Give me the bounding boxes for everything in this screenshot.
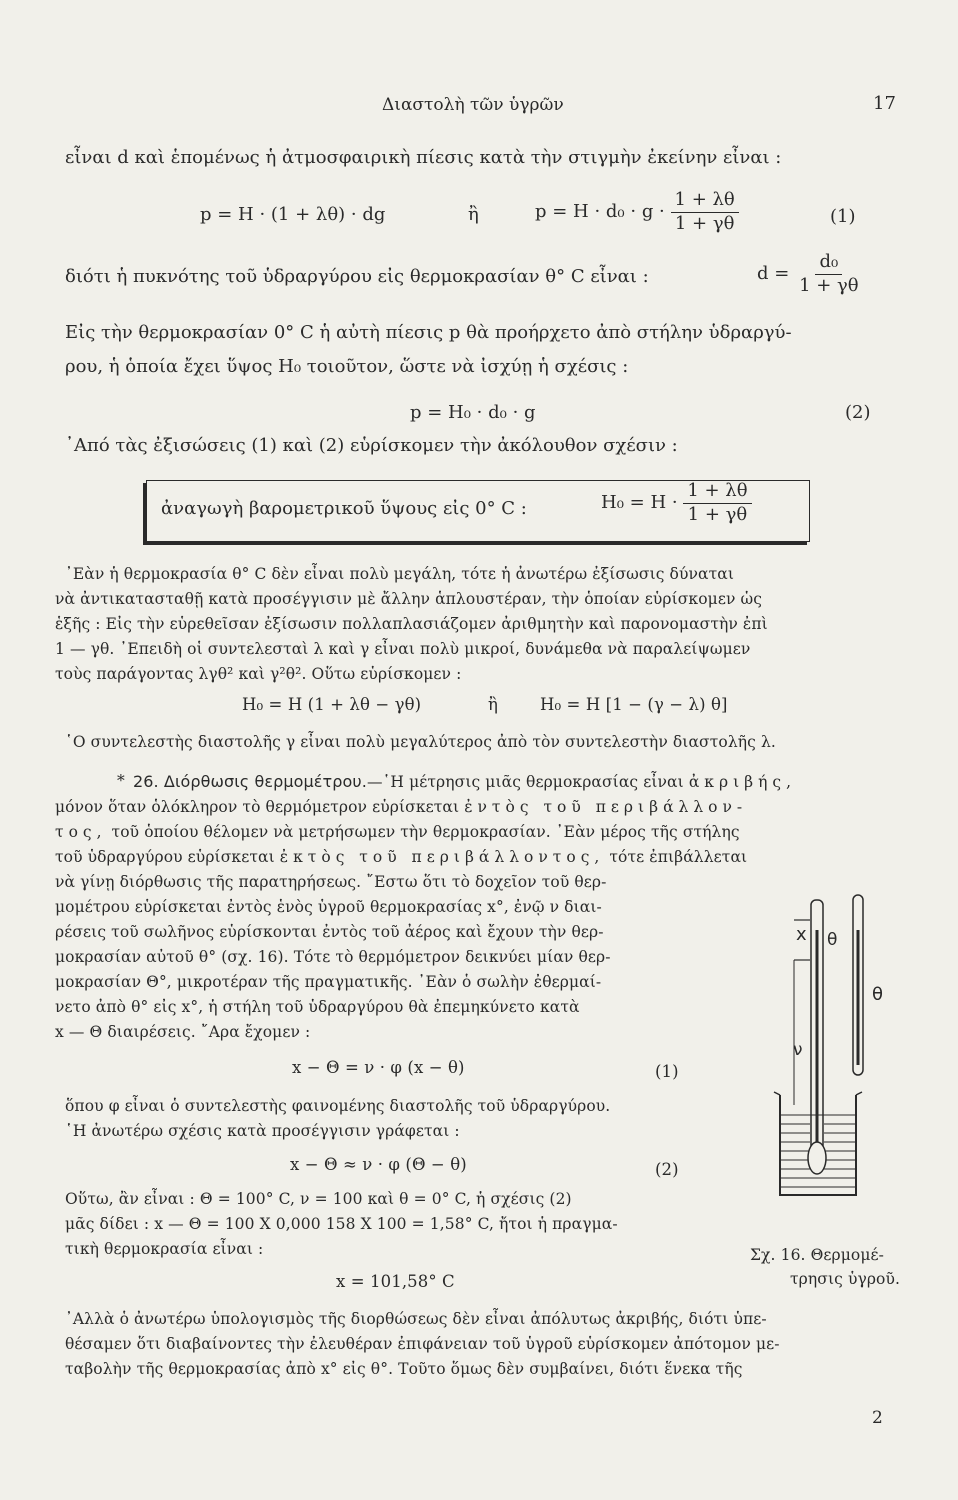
text-line: ᾿Αλλὰ ὁ ἀνωτέρω ὑπολογισμὸς τῆς διορθώσεως δὲν εἶναι ἀπόλυτως ἀκριβής, διότι ὑπε- (65, 1310, 767, 1328)
text-line: ὅπου φ εἶναι ὁ συντελεστὴς φαινομένης διαστολῆς τοῦ ὑδραργύρου. (65, 1097, 611, 1115)
text-line: ῾Η ἀνωτέρω σχέσις κατὰ προσέγγισιν γράφεται : (65, 1122, 460, 1140)
running-title: Διαστολὴ τῶν ὑγρῶν (382, 95, 564, 115)
text-line: x — Θ διαιρέσεις. ῎Αρα ἔχομεν : (55, 1023, 311, 1041)
figure-caption-line1: Σχ. 16. Θερμομέ- (750, 1246, 884, 1264)
thermometer-bulb (808, 1142, 826, 1174)
signature-number: 2 (872, 1408, 883, 1428)
text-line: μοκρασίαν Θ°, μικροτέραν τῆς πραγματικῆς. ᾿Εὰν ὁ σωλὴν ἐθερμαί- (55, 973, 602, 991)
equation-1-right: p = H · d₀ · g · $\frac{1 + \lambda\theta}{1 + \gamma\theta}$ (535, 190, 739, 234)
text-line: νὰ ἀντικατασταθῇ κατὰ προσέγγισιν μὲ ἄλλην ἁπλουστέραν, τὴν ὁποίαν εὑρίσκομεν ὡς (55, 590, 763, 608)
section-star: * (117, 772, 125, 790)
density-equation: d = $\frac{\text{d₀}}{1 + \gamma\theta}$ (757, 252, 863, 296)
equation-26-1: x − Θ = ν · φ (x − θ) (292, 1058, 465, 1077)
text-line: μοκρασίαν αὐτοῦ θ° (σχ. 16). Τότε τὸ θερμόμετρον δεικνύει μίαν θερ- (55, 948, 611, 966)
text-line: μᾶς δίδει : x — Θ = 100 X 0,000 158 X 100 = 1,58° C, ἤτοι ἡ πραγμα- (65, 1215, 618, 1233)
boxed-equation: H₀ = H · $\frac{1 + \lambda\theta}{1 + \gamma\theta}$ (601, 481, 752, 525)
text-line: τικὴ θερμοκρασία εἶναι : (65, 1240, 264, 1258)
fraction: $\frac{1 + \lambda\theta}{1 + \gamma\theta}$ (671, 190, 739, 234)
label-theta-big: θ (872, 984, 884, 1005)
equation-approx-a: H₀ = H (1 + λθ − γθ) (242, 695, 422, 714)
equation-1-or: ἢ (468, 204, 479, 225)
equation-26-2: x − Θ ≈ ν · φ (Θ − θ) (290, 1155, 467, 1174)
boxed-label: ἀναγωγὴ βαρομετρικοῦ ὕψους εἰς 0° C : (161, 498, 527, 519)
text-line: νετο ἀπὸ θ° εἰς x°, ἡ στήλη τοῦ ὑδραργύρου θὰ ἐπεμηκύνετο κατὰ (55, 998, 580, 1016)
boxed-formula (146, 480, 810, 542)
text-line: ρέσεις τοῦ σωλῆνος εὑρίσκονται ἐντὸς τοῦ ἀέρος καὶ ἔχουν τὴν θερ- (55, 923, 604, 941)
label-v: ν (793, 1040, 803, 1060)
text-line: Εἰς τὴν θερμοκρασίαν 0° C ἡ αὐτὴ πίεσις p θὰ προήρχετο ἀπὸ στήλην ὑδραργύ- (65, 322, 792, 343)
fraction: $\frac{1 + \lambda\theta}{1 + \gamma\theta}$ (683, 481, 751, 525)
text-line: ᾿Εὰν ἡ θερμοκρασία θ° C δὲν εἶναι πολὺ μεγάλη, τότε ἡ ἀνωτέρω ἐξίσωσις δύναται (65, 565, 735, 583)
text-line: θέσαμεν ὅτι διαβαίνοντες τὴν ἐλευθέραν ἐπιφάνειαν τοῦ ὑγροῦ εὑρίσκομεν ἀπότομον με- (65, 1335, 780, 1353)
fraction: $\frac{\text{d₀}}{1 + \gamma\theta}$ (799, 251, 859, 296)
text-line: διότι ἡ πυκνότης τοῦ ὑδραργύρου εἰς θερμοκρασίαν θ° C εἶναι : (65, 266, 649, 287)
text-line: ῾Ο συντελεστὴς διαστολῆς γ εἶναι πολὺ μεγαλύτερος ἀπὸ τὸν συντελεστὴν διαστολῆς λ. (65, 733, 776, 751)
text-line: 1 — γθ. ᾿Επειδὴ οἱ συντελεσταὶ λ καὶ γ εἶναι πολὺ μικροί, δυνάμεθα νὰ παραλείψωμεν (55, 640, 751, 658)
equation-approx-b: H₀ = H [1 − (γ − λ) θ] (540, 695, 728, 714)
equation-2-label: (2) (845, 402, 871, 423)
equation-approx-or: ἢ (488, 695, 498, 714)
equation-26-1-label: (1) (655, 1062, 679, 1081)
equation-2: p = H₀ · d₀ · g (410, 402, 536, 423)
text-line: τοὺς παράγοντας λγθ² καὶ γ²θ². Οὕτω εὑρίσκομεν : (55, 665, 462, 683)
label-theta-small: θ (827, 930, 838, 950)
text-line: μόνον ὅταν ὁλόκληρον τὸ θερμόμετρον εὑρίσκεται ἐντὸς τοῦ περιβάλλον- (55, 798, 748, 816)
thermometer-figure (760, 890, 930, 1240)
text-line: Οὕτω, ἂν εἶναι : Θ = 100° C, ν = 100 καὶ θ = 0° C, ἡ σχέσις (2) (65, 1190, 572, 1208)
label-x: x (796, 924, 807, 945)
figure-caption-line2: τρησις ὑγροῦ. (790, 1270, 901, 1288)
text-line: τοῦ ὑδραργύρου εὑρίσκεται ἐκτὸς τοῦ περιβάλλοντος, τότε ἐπιβάλλεται (55, 848, 748, 866)
text-line: ᾿Από τὰς ἐξισώσεις (1) καὶ (2) εὑρίσκομεν τὴν ἀκόλουθον σχέσιν : (65, 435, 678, 456)
text-line: νὰ γίνῃ διόρθωσις τῆς παρατηρήσεως. ῎Εστω ὅτι τὸ δοχεῖον τοῦ θερ- (55, 873, 607, 891)
equation-26-2-label: (2) (655, 1160, 679, 1179)
page-number: 17 (873, 93, 896, 114)
text-line: τος, τοῦ ὁποίου θέλομεν νὰ μετρήσωμεν τὴν θερμοκρασίαν. ᾿Εὰν μέρος τῆς στήλης (55, 823, 740, 841)
section-heading: 26. Διόρθωσις θερμομέτρου.—῾Η μέτρησις μιᾶς θερμοκρασίας εἶναι ἀκριβής, (133, 772, 797, 791)
section-title: 26. Διόρθωσις θερμομέτρου. (133, 772, 367, 791)
result-equation: x = 101,58° C (336, 1272, 455, 1291)
text-line: ταβολὴν τῆς θερμοκρασίας ἀπὸ x° εἰς θ°. Τοῦτο ὅμως δὲν συμβαίνει, διότι ἕνεκα τῆς (65, 1360, 743, 1378)
text-line: μομέτρου εὑρίσκεται ἐντὸς ἑνὸς ὑγροῦ θερμοκρασίας x°, ἐνῷ ν διαι- (55, 898, 602, 916)
text-line: ἑξῆς : Εἰς τὴν εὑρεθεῖσαν ἐξίσωσιν πολλαπλασιάζομεν ἀριθμητὴν καὶ παρονομαστὴν ἐπὶ (55, 615, 768, 633)
equation-1-left: p = H · (1 + λθ) · dg (200, 204, 386, 225)
text-line: ρου, ἡ ὁποία ἔχει ὕψος H₀ τοιοῦτον, ὥστε νὰ ἰσχύῃ ἡ σχέσις : (65, 356, 629, 377)
equation-1-label: (1) (830, 206, 856, 227)
text-line: εἶναι d καὶ ἑπομένως ἡ ἀτμοσφαιρικὴ πίεσις κατὰ τὴν στιγμὴν ἐκείνην εἶναι : (65, 147, 782, 168)
